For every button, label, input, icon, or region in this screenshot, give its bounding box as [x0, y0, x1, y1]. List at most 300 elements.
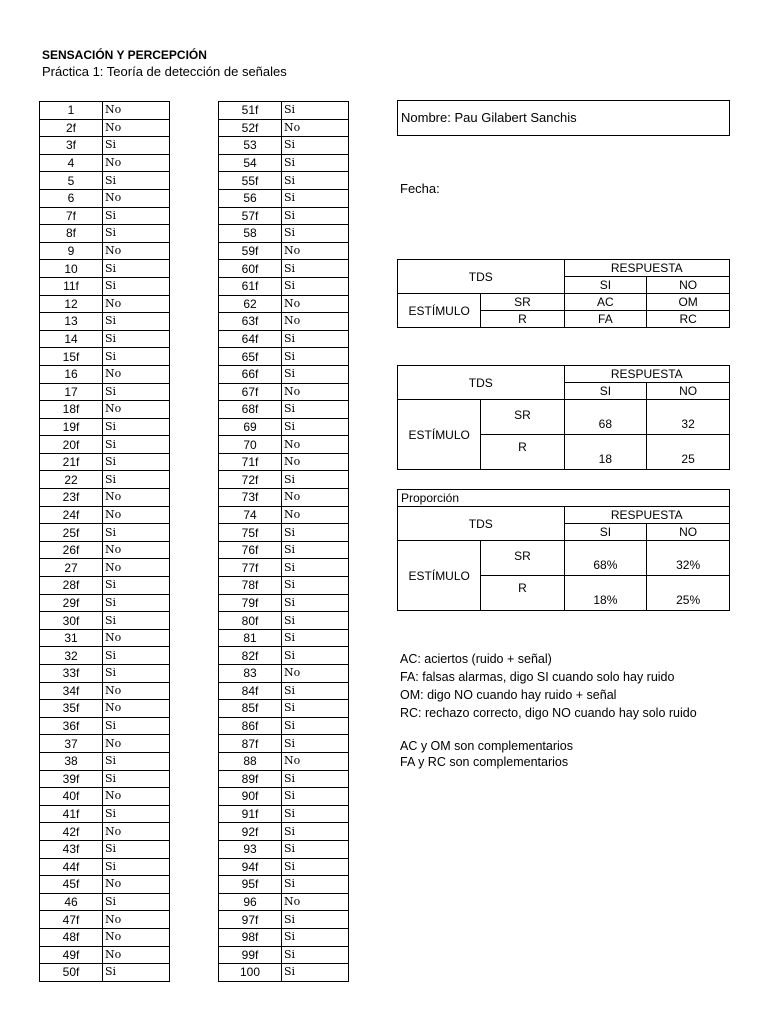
trial-response: Si — [282, 876, 349, 894]
trial-number: 6 — [40, 189, 103, 207]
trial-row — [219, 911, 349, 929]
trial-response: Si — [103, 840, 170, 858]
trial-number: 44f — [40, 858, 103, 876]
trial-response: Si — [103, 277, 170, 295]
trial-row — [219, 770, 349, 788]
trial-response: No — [282, 313, 349, 331]
trials-table-right — [218, 101, 349, 982]
trial-number: 48f — [40, 928, 103, 946]
trials-table-left — [39, 101, 170, 982]
cell-sr-si: 68 — [564, 400, 647, 435]
trial-row — [219, 928, 349, 946]
trial-row — [219, 594, 349, 612]
trial-response: Si — [103, 964, 170, 982]
trial-row — [219, 119, 349, 137]
trial-number: 25f — [40, 524, 103, 542]
trial-row — [40, 242, 170, 260]
trial-response: Si — [282, 559, 349, 577]
trial-row — [219, 752, 349, 770]
cell-r-si: FA — [564, 311, 647, 328]
trial-row — [40, 189, 170, 207]
trial-number: 7f — [40, 207, 103, 225]
trial-response: Si — [282, 172, 349, 190]
trial-row — [40, 629, 170, 647]
trial-number: 73f — [219, 489, 282, 507]
trial-response: Si — [282, 770, 349, 788]
note-line: AC y OM son complementarios — [400, 739, 573, 753]
trial-row — [40, 295, 170, 313]
trial-response: Si — [282, 189, 349, 207]
trial-row — [219, 137, 349, 155]
trial-number: 57f — [219, 207, 282, 225]
cell-r-si: 18 — [564, 435, 647, 470]
cell-r-no: RC — [647, 311, 730, 328]
trial-row — [219, 717, 349, 735]
trial-number: 4 — [40, 154, 103, 172]
trial-number: 43f — [40, 840, 103, 858]
trial-number: 80f — [219, 612, 282, 630]
tds-header: TDS — [398, 507, 565, 541]
trial-response: Si — [282, 541, 349, 559]
name-field: Nombre: Pau Gilabert Sanchis — [397, 100, 730, 136]
note-line: FA: falsas alarmas, digo SI cuando solo hay ruido — [400, 670, 675, 684]
trial-response: Si — [103, 330, 170, 348]
trial-row — [40, 647, 170, 665]
trial-response: Si — [282, 629, 349, 647]
trial-number: 8f — [40, 225, 103, 243]
trial-number: 95f — [219, 876, 282, 894]
trial-response: Si — [282, 823, 349, 841]
respuesta-header: RESPUESTA — [564, 507, 730, 524]
trial-row — [40, 453, 170, 471]
trial-response: No — [103, 928, 170, 946]
trial-row — [219, 102, 349, 120]
trial-response: No — [282, 119, 349, 137]
trial-row — [219, 682, 349, 700]
trial-response: Si — [103, 418, 170, 436]
trial-response: No — [282, 436, 349, 454]
trial-number: 37 — [40, 735, 103, 753]
trial-row — [219, 559, 349, 577]
trial-number: 34f — [40, 682, 103, 700]
trial-response: Si — [103, 313, 170, 331]
trial-row — [40, 102, 170, 120]
trial-number: 20f — [40, 436, 103, 454]
no-header: NO — [647, 524, 730, 541]
trial-number: 19f — [40, 418, 103, 436]
trial-response: No — [103, 154, 170, 172]
si-header: SI — [564, 383, 647, 400]
trial-response: Si — [282, 911, 349, 929]
date-label: Fecha: — [400, 181, 440, 196]
trial-number: 98f — [219, 928, 282, 946]
trial-response: No — [103, 946, 170, 964]
trial-row — [40, 119, 170, 137]
trial-row — [40, 365, 170, 383]
trial-row — [219, 365, 349, 383]
trial-number: 2f — [40, 119, 103, 137]
trial-response: No — [103, 559, 170, 577]
trial-row — [40, 682, 170, 700]
trial-response: No — [282, 383, 349, 401]
trial-response: No — [103, 119, 170, 137]
trial-row — [219, 577, 349, 595]
trial-number: 54 — [219, 154, 282, 172]
cell-sr-no: 32% — [647, 541, 730, 576]
cell-sr-no: OM — [647, 294, 730, 311]
trial-response: Si — [282, 858, 349, 876]
trial-response: No — [103, 876, 170, 894]
trial-response: No — [103, 189, 170, 207]
trial-row — [40, 471, 170, 489]
trial-number: 74 — [219, 506, 282, 524]
trial-number: 52f — [219, 119, 282, 137]
trial-response: Si — [282, 330, 349, 348]
trial-row — [40, 559, 170, 577]
trial-number: 87f — [219, 735, 282, 753]
trial-response: No — [282, 453, 349, 471]
trial-row — [219, 401, 349, 419]
trial-number: 67f — [219, 383, 282, 401]
trial-number: 86f — [219, 717, 282, 735]
trial-number: 65f — [219, 348, 282, 366]
trial-response: No — [282, 489, 349, 507]
trial-number: 1 — [40, 102, 103, 120]
trial-number: 90f — [219, 788, 282, 806]
trial-response: Si — [103, 453, 170, 471]
trial-number: 28f — [40, 577, 103, 595]
trial-number: 5 — [40, 172, 103, 190]
trial-response: Si — [103, 665, 170, 683]
cell-r-si: 18% — [564, 576, 647, 611]
trial-row — [219, 225, 349, 243]
trial-response: Si — [282, 594, 349, 612]
trial-row — [219, 348, 349, 366]
trial-response: Si — [282, 735, 349, 753]
trial-number: 93 — [219, 840, 282, 858]
trial-row — [219, 735, 349, 753]
trial-number: 35f — [40, 700, 103, 718]
trial-number: 31 — [40, 629, 103, 647]
trial-number: 23f — [40, 489, 103, 507]
tds-header: TDS — [398, 366, 565, 400]
trial-number: 75f — [219, 524, 282, 542]
trial-response: Si — [282, 154, 349, 172]
trial-number: 61f — [219, 277, 282, 295]
trial-row — [40, 594, 170, 612]
document-title: SENSACIÓN Y PERCEPCIÓN — [42, 48, 207, 62]
trial-row — [40, 735, 170, 753]
trial-response: Si — [282, 471, 349, 489]
respuesta-header: RESPUESTA — [564, 366, 730, 383]
trial-number: 70 — [219, 436, 282, 454]
tds-header: TDS — [398, 260, 565, 294]
trial-response: Si — [103, 348, 170, 366]
trial-number: 21f — [40, 453, 103, 471]
trial-response: Si — [103, 207, 170, 225]
trial-number: 16 — [40, 365, 103, 383]
trial-number: 27 — [40, 559, 103, 577]
trial-number: 14 — [40, 330, 103, 348]
trial-row — [219, 805, 349, 823]
trial-row — [219, 858, 349, 876]
trial-response: Si — [103, 805, 170, 823]
trial-number: 84f — [219, 682, 282, 700]
trial-response: Si — [103, 471, 170, 489]
trial-row — [40, 770, 170, 788]
no-header: NO — [647, 277, 730, 294]
trial-number: 17 — [40, 383, 103, 401]
trial-number: 68f — [219, 401, 282, 419]
trial-number: 79f — [219, 594, 282, 612]
trial-row — [219, 277, 349, 295]
trial-response: Si — [282, 682, 349, 700]
trial-number: 38 — [40, 752, 103, 770]
trial-row — [40, 911, 170, 929]
trial-row — [40, 418, 170, 436]
trial-row — [40, 700, 170, 718]
trial-number: 81 — [219, 629, 282, 647]
trial-response: Si — [282, 365, 349, 383]
trial-number: 85f — [219, 700, 282, 718]
trial-row — [40, 823, 170, 841]
note-line: FA y RC son complementarios — [400, 755, 569, 769]
trial-row — [40, 541, 170, 559]
trial-row — [219, 295, 349, 313]
r-label: R — [481, 311, 564, 328]
trial-number: 96 — [219, 893, 282, 911]
trial-response: Si — [103, 436, 170, 454]
trial-number: 51f — [219, 102, 282, 120]
trial-row — [219, 629, 349, 647]
trial-row — [219, 260, 349, 278]
trial-row — [219, 541, 349, 559]
trial-number: 91f — [219, 805, 282, 823]
trial-number: 82f — [219, 647, 282, 665]
trial-row — [40, 876, 170, 894]
trial-response: Si — [282, 946, 349, 964]
trial-number: 40f — [40, 788, 103, 806]
trial-response: Si — [282, 805, 349, 823]
trial-number: 78f — [219, 577, 282, 595]
trial-response: Si — [282, 788, 349, 806]
r-label: R — [481, 435, 564, 470]
trial-row — [219, 612, 349, 630]
trial-response: Si — [282, 207, 349, 225]
trial-response: Si — [103, 770, 170, 788]
trial-number: 49f — [40, 946, 103, 964]
tds-proportion-matrix — [397, 506, 730, 611]
trial-number: 53 — [219, 137, 282, 155]
trial-row — [40, 840, 170, 858]
trial-response: No — [103, 541, 170, 559]
trial-response: Si — [103, 260, 170, 278]
trial-row — [219, 189, 349, 207]
trial-row — [40, 137, 170, 155]
trial-response: Si — [282, 612, 349, 630]
trial-response: Si — [103, 225, 170, 243]
trial-row — [219, 436, 349, 454]
trial-row — [40, 893, 170, 911]
trial-row — [40, 383, 170, 401]
trial-response: Si — [103, 137, 170, 155]
note-line: RC: rechazo correcto, digo NO cuando hay solo ruido — [400, 706, 697, 720]
trial-response: Si — [282, 225, 349, 243]
trial-response: No — [103, 489, 170, 507]
trial-response: No — [282, 893, 349, 911]
note-line: OM: digo NO cuando hay ruido + señal — [400, 688, 617, 702]
trial-response: No — [282, 295, 349, 313]
trial-row — [40, 805, 170, 823]
trial-number: 30f — [40, 612, 103, 630]
trial-row — [40, 946, 170, 964]
trial-row — [219, 876, 349, 894]
trial-response: Si — [282, 260, 349, 278]
trial-number: 64f — [219, 330, 282, 348]
trial-response: Si — [282, 928, 349, 946]
trial-number: 36f — [40, 717, 103, 735]
trial-response: Si — [103, 893, 170, 911]
trial-row — [219, 154, 349, 172]
trial-row — [219, 840, 349, 858]
trial-number: 42f — [40, 823, 103, 841]
trial-number: 22 — [40, 471, 103, 489]
trial-response: Si — [103, 612, 170, 630]
trial-row — [219, 172, 349, 190]
trial-response: Si — [282, 524, 349, 542]
trial-row — [40, 436, 170, 454]
trial-number: 11f — [40, 277, 103, 295]
trial-response: No — [103, 506, 170, 524]
trial-row — [219, 506, 349, 524]
trial-number: 29f — [40, 594, 103, 612]
trial-number: 41f — [40, 805, 103, 823]
trial-row — [40, 313, 170, 331]
trial-number: 50f — [40, 964, 103, 982]
estimulo-header: ESTÍMULO — [398, 400, 481, 470]
trial-response: Si — [282, 277, 349, 295]
trial-number: 60f — [219, 260, 282, 278]
trial-response: No — [103, 102, 170, 120]
cell-sr-no: 32 — [647, 400, 730, 435]
legend-notes — [400, 650, 697, 722]
trial-number: 63f — [219, 313, 282, 331]
trial-row — [40, 401, 170, 419]
trial-row — [219, 207, 349, 225]
trial-row — [219, 524, 349, 542]
trial-response: No — [282, 242, 349, 260]
trial-number: 94f — [219, 858, 282, 876]
cell-sr-si: 68% — [564, 541, 647, 576]
trial-row — [219, 700, 349, 718]
trial-response: Si — [282, 577, 349, 595]
trial-number: 77f — [219, 559, 282, 577]
trial-row — [219, 453, 349, 471]
trial-number: 26f — [40, 541, 103, 559]
trial-response: No — [103, 682, 170, 700]
trial-response: Si — [103, 577, 170, 595]
proporcion-label: Proporción — [397, 489, 730, 506]
trial-row — [40, 858, 170, 876]
trial-response: No — [103, 788, 170, 806]
trial-response: Si — [282, 102, 349, 120]
trial-row — [40, 964, 170, 982]
trial-response: Si — [103, 594, 170, 612]
trial-row — [219, 823, 349, 841]
trial-response: No — [282, 506, 349, 524]
trial-response: No — [103, 911, 170, 929]
trial-number: 72f — [219, 471, 282, 489]
trial-row — [219, 418, 349, 436]
no-header: NO — [647, 383, 730, 400]
trial-response: Si — [103, 383, 170, 401]
trial-row — [40, 330, 170, 348]
trial-number: 76f — [219, 541, 282, 559]
cell-sr-si: AC — [564, 294, 647, 311]
trial-row — [40, 577, 170, 595]
sr-label: SR — [481, 400, 564, 435]
trial-response: Si — [282, 700, 349, 718]
trial-number: 46 — [40, 893, 103, 911]
trial-response: No — [103, 700, 170, 718]
estimulo-header: ESTÍMULO — [398, 294, 481, 328]
trial-response: Si — [282, 418, 349, 436]
trial-row — [219, 893, 349, 911]
trial-number: 10 — [40, 260, 103, 278]
trial-row — [40, 665, 170, 683]
trial-number: 92f — [219, 823, 282, 841]
trial-row — [40, 172, 170, 190]
trial-number: 69 — [219, 418, 282, 436]
trial-row — [40, 788, 170, 806]
trial-response: Si — [103, 752, 170, 770]
trial-row — [40, 225, 170, 243]
trial-row — [40, 612, 170, 630]
trial-number: 39f — [40, 770, 103, 788]
trial-row — [219, 330, 349, 348]
trial-row — [40, 717, 170, 735]
trial-response: No — [103, 735, 170, 753]
trial-response: No — [103, 629, 170, 647]
trial-number: 33f — [40, 665, 103, 683]
trial-response: No — [103, 242, 170, 260]
trial-number: 89f — [219, 770, 282, 788]
trial-response: Si — [282, 717, 349, 735]
trial-number: 15f — [40, 348, 103, 366]
si-header: SI — [564, 524, 647, 541]
trial-row — [40, 154, 170, 172]
trial-number: 100 — [219, 964, 282, 982]
trial-number: 56 — [219, 189, 282, 207]
trial-response: Si — [282, 348, 349, 366]
trial-row — [40, 524, 170, 542]
trial-number: 32 — [40, 647, 103, 665]
trial-row — [40, 506, 170, 524]
trial-row — [219, 471, 349, 489]
trial-row — [219, 489, 349, 507]
trial-row — [219, 788, 349, 806]
trial-row — [40, 928, 170, 946]
trial-response: Si — [103, 524, 170, 542]
trial-number: 71f — [219, 453, 282, 471]
trial-row — [219, 313, 349, 331]
trial-row — [40, 277, 170, 295]
cell-r-no: 25 — [647, 435, 730, 470]
trial-row — [219, 665, 349, 683]
trial-response: Si — [282, 647, 349, 665]
trial-response: Si — [103, 858, 170, 876]
trial-row — [219, 946, 349, 964]
